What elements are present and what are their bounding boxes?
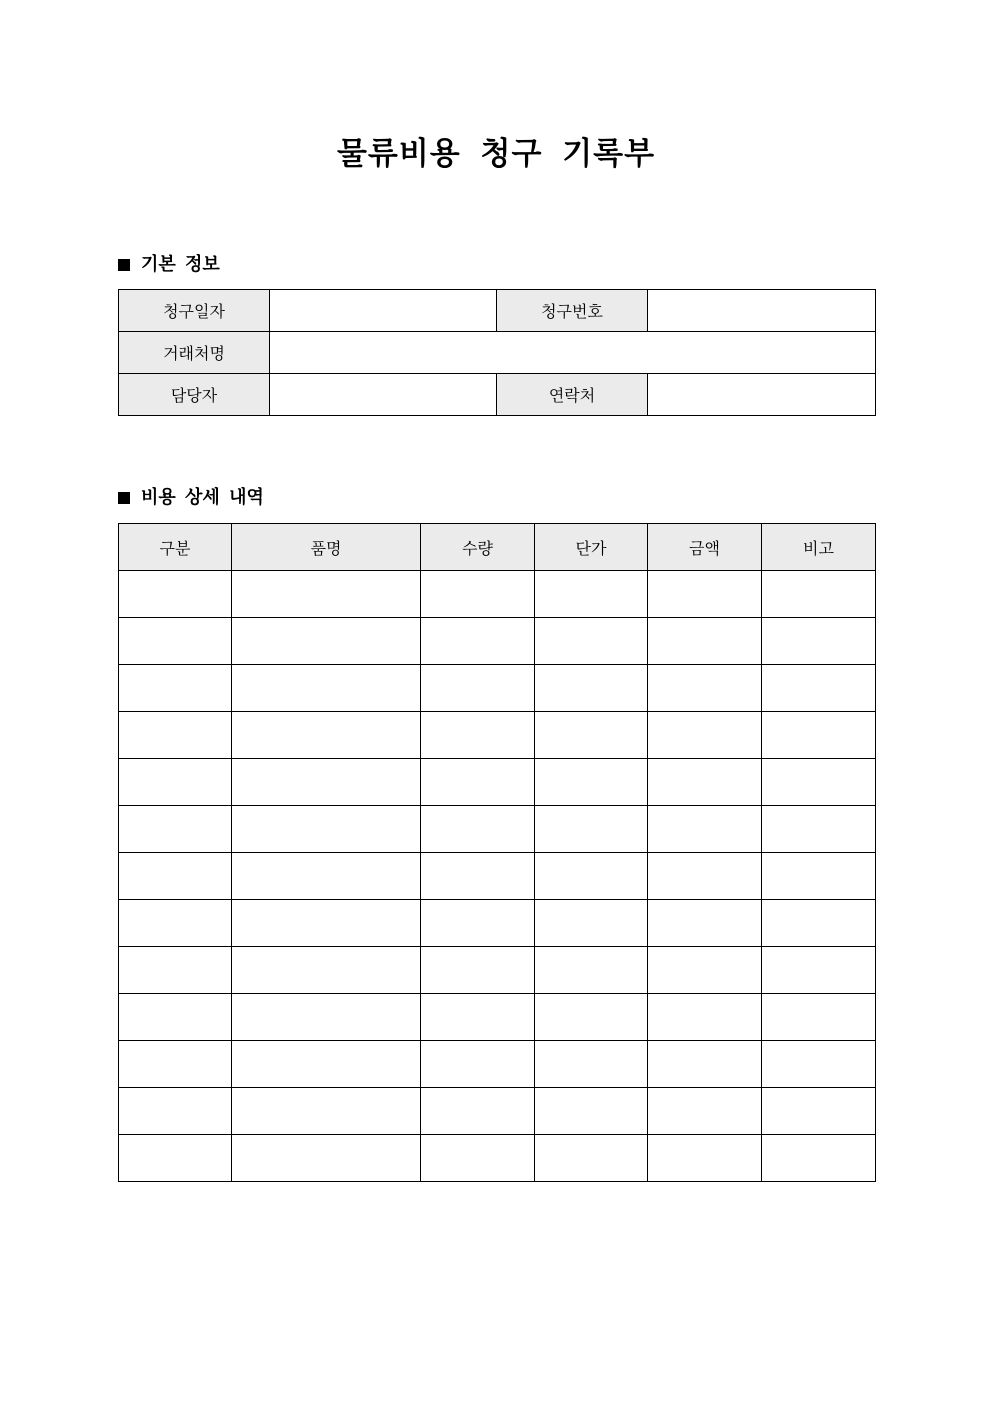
category-cell[interactable] — [119, 1088, 232, 1135]
amount-cell[interactable] — [648, 1088, 762, 1135]
table-row — [119, 665, 876, 712]
contact-field[interactable] — [648, 374, 876, 416]
cost-detail-body — [119, 571, 876, 1182]
table-row — [119, 712, 876, 759]
unit-price-cell[interactable] — [535, 665, 648, 712]
quantity-cell[interactable] — [421, 712, 535, 759]
quantity-cell[interactable] — [421, 1088, 535, 1135]
column-header-unit-price: 단가 — [535, 524, 648, 571]
square-bullet-icon — [118, 259, 130, 271]
unit-price-cell[interactable] — [535, 900, 648, 947]
table-row — [119, 1135, 876, 1182]
unit-price-cell[interactable] — [535, 1041, 648, 1088]
category-cell[interactable] — [119, 571, 232, 618]
table-row — [119, 947, 876, 994]
amount-cell[interactable] — [648, 618, 762, 665]
table-row — [119, 806, 876, 853]
quantity-cell[interactable] — [421, 665, 535, 712]
unit-price-cell[interactable] — [535, 571, 648, 618]
table-row — [119, 1088, 876, 1135]
quantity-cell[interactable] — [421, 618, 535, 665]
amount-cell[interactable] — [648, 571, 762, 618]
remarks-cell[interactable] — [762, 1041, 876, 1088]
column-header-amount: 금액 — [648, 524, 762, 571]
category-cell[interactable] — [119, 618, 232, 665]
item-name-cell[interactable] — [232, 712, 421, 759]
remarks-cell[interactable] — [762, 665, 876, 712]
category-cell[interactable] — [119, 1135, 232, 1182]
quantity-cell[interactable] — [421, 806, 535, 853]
table-row — [119, 759, 876, 806]
category-cell[interactable] — [119, 806, 232, 853]
table-row — [119, 994, 876, 1041]
column-header-item-name: 품명 — [232, 524, 421, 571]
item-name-cell[interactable] — [232, 665, 421, 712]
category-cell[interactable] — [119, 994, 232, 1041]
claim-number-label: 청구번호 — [497, 290, 648, 332]
table-row — [119, 332, 876, 374]
amount-cell[interactable] — [648, 900, 762, 947]
table-row — [119, 374, 876, 416]
remarks-cell[interactable] — [762, 759, 876, 806]
item-name-cell[interactable] — [232, 1088, 421, 1135]
item-name-cell[interactable] — [232, 1135, 421, 1182]
table-row — [119, 571, 876, 618]
remarks-cell[interactable] — [762, 853, 876, 900]
table-row — [119, 900, 876, 947]
section-heading-cost-details — [118, 486, 264, 510]
item-name-cell[interactable] — [232, 806, 421, 853]
amount-cell[interactable] — [648, 806, 762, 853]
item-name-cell[interactable] — [232, 900, 421, 947]
category-cell[interactable] — [119, 900, 232, 947]
item-name-cell[interactable] — [232, 947, 421, 994]
unit-price-cell[interactable] — [535, 618, 648, 665]
item-name-cell[interactable] — [232, 853, 421, 900]
manager-field[interactable] — [270, 374, 497, 416]
amount-cell[interactable] — [648, 994, 762, 1041]
item-name-cell[interactable] — [232, 1041, 421, 1088]
quantity-cell[interactable] — [421, 853, 535, 900]
item-name-cell[interactable] — [232, 571, 421, 618]
contact-label: 연락처 — [497, 374, 648, 416]
amount-cell[interactable] — [648, 759, 762, 806]
section-heading-label: 기본 정보 — [141, 254, 220, 275]
remarks-cell[interactable] — [762, 571, 876, 618]
remarks-cell[interactable] — [762, 900, 876, 947]
category-cell[interactable] — [119, 759, 232, 806]
table-header-row — [119, 524, 876, 571]
amount-cell[interactable] — [648, 1135, 762, 1182]
category-cell[interactable] — [119, 853, 232, 900]
section-heading-basic-info — [118, 253, 220, 277]
remarks-cell[interactable] — [762, 1088, 876, 1135]
page-title: 물류비용 청구 기록부 — [336, 136, 656, 172]
unit-price-cell[interactable] — [535, 759, 648, 806]
amount-cell[interactable] — [648, 665, 762, 712]
unit-price-cell[interactable] — [535, 1135, 648, 1182]
column-header-remarks: 비고 — [762, 524, 876, 571]
quantity-cell[interactable] — [421, 1135, 535, 1182]
item-name-cell[interactable] — [232, 759, 421, 806]
unit-price-cell[interactable] — [535, 853, 648, 900]
table-row — [119, 1041, 876, 1088]
amount-cell[interactable] — [648, 1041, 762, 1088]
unit-price-cell[interactable] — [535, 947, 648, 994]
claim-number-field[interactable] — [648, 290, 876, 332]
category-cell[interactable] — [119, 1041, 232, 1088]
unit-price-cell[interactable] — [535, 1088, 648, 1135]
unit-price-cell[interactable] — [535, 712, 648, 759]
column-header-quantity: 수량 — [421, 524, 535, 571]
table-row — [119, 853, 876, 900]
column-header-category: 구분 — [119, 524, 232, 571]
remarks-cell[interactable] — [762, 618, 876, 665]
amount-cell[interactable] — [648, 712, 762, 759]
manager-label: 담당자 — [119, 374, 270, 416]
square-bullet-icon — [118, 492, 130, 504]
item-name-cell[interactable] — [232, 994, 421, 1041]
quantity-cell[interactable] — [421, 994, 535, 1041]
claim-date-label: 청구일자 — [119, 290, 270, 332]
table-row — [119, 290, 876, 332]
item-name-cell[interactable] — [232, 618, 421, 665]
claim-date-field[interactable] — [270, 290, 497, 332]
unit-price-cell[interactable] — [535, 994, 648, 1041]
amount-cell[interactable] — [648, 947, 762, 994]
client-field[interactable] — [270, 332, 876, 374]
section-heading-label: 비용 상세 내역 — [141, 487, 264, 508]
category-cell[interactable] — [119, 665, 232, 712]
quantity-cell[interactable] — [421, 947, 535, 994]
category-cell[interactable] — [119, 712, 232, 759]
quantity-cell[interactable] — [421, 759, 535, 806]
cost-detail-table — [118, 523, 876, 1182]
remarks-cell[interactable] — [762, 806, 876, 853]
quantity-cell[interactable] — [421, 571, 535, 618]
remarks-cell[interactable] — [762, 1135, 876, 1182]
basic-info-table — [118, 289, 876, 416]
category-cell[interactable] — [119, 947, 232, 994]
quantity-cell[interactable] — [421, 1041, 535, 1088]
quantity-cell[interactable] — [421, 900, 535, 947]
remarks-cell[interactable] — [762, 712, 876, 759]
unit-price-cell[interactable] — [535, 806, 648, 853]
remarks-cell[interactable] — [762, 947, 876, 994]
table-row — [119, 618, 876, 665]
client-label: 거래처명 — [119, 332, 270, 374]
remarks-cell[interactable] — [762, 994, 876, 1041]
amount-cell[interactable] — [648, 853, 762, 900]
